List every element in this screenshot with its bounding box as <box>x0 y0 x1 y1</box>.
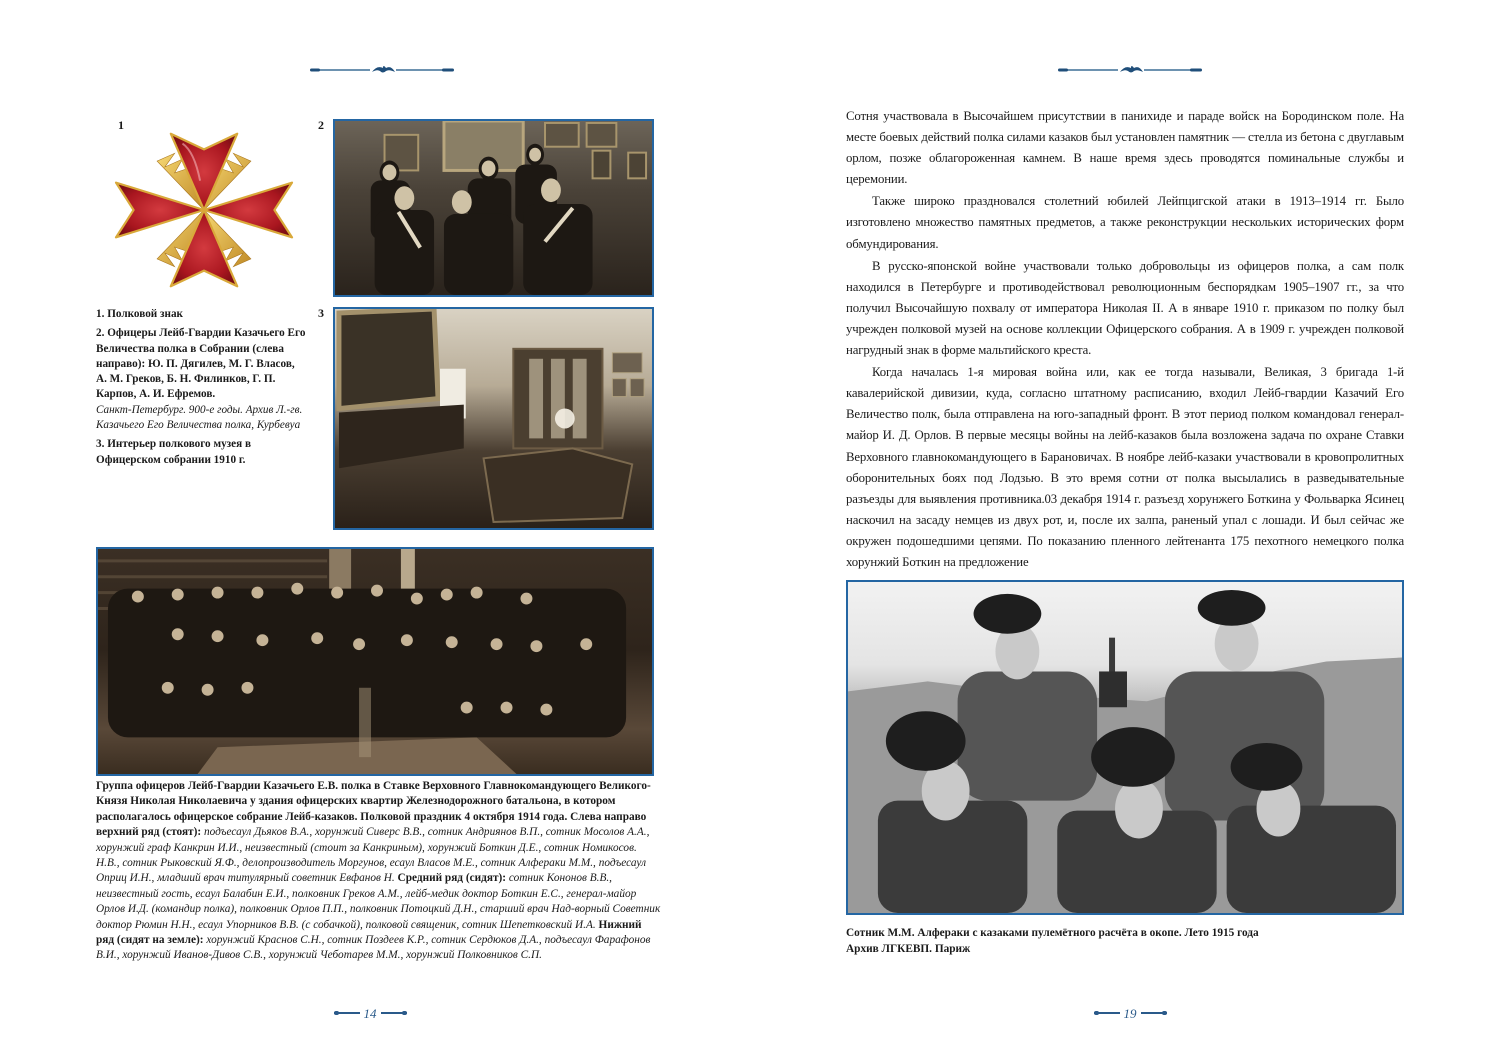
page-number-right <box>1080 1002 1180 1022</box>
machine-gun-crew-photo <box>846 580 1404 915</box>
officers-in-assembly-photo <box>333 119 654 297</box>
paragraph: В русско-японской войне участвовали только добровольцы из офицеров полка, а сам полк находился в Петербурге и противодействовал революционным беспорядкам 1905–1907 гг., за что получил Высочайшую похвалу от императора Николая II. А в январе 1910 г. приказом по полку был учрежден полковой музей на основе коллекции Офицерского собрания. А в 1909 г. учрежден полковой нагрудный знак в форме мальтийского креста. <box>846 258 1404 358</box>
paragraph: Также широко праздновался столетний юбилей Лейпцигской атаки в 1913–1914 гг. Было изготовлено множество памятных предметов, а также реконструкции нескольких исторических форм обмундирования. <box>846 194 1404 251</box>
group-photo-caption <box>96 779 662 964</box>
regimental-museum-interior-photo <box>333 307 654 530</box>
figure-number-1: 1 <box>118 118 124 132</box>
officers-group-photo-1914 <box>96 547 654 776</box>
figure-captions <box>96 307 308 472</box>
header-ornament <box>1050 64 1226 76</box>
paragraph: Сотня участвовала в Высочайшем присутствии в панихиде и параде войск на Бородинском поле. На месте боевых действий полка силами казаков был установлен памятник — стелла из бетона с двуглавым орлом, позже облагороженная камнем. В наше время здесь проводятся поминальные службы и церемонии. <box>846 109 1404 187</box>
right-page <box>750 0 1500 1061</box>
group-caption-middle-row: сотник Кононов В.В., неизвестный гость, есаул Балабин Е.И., полковник Греков А.М., лейб-медик доктор Боткин Е.С., генерал-майор Орлов И.Д. (командир полка), полковник Орлов П.П., полковник Потоцкий Д.Н., старший врач Над-ворный Советник доктор Рюмин Н.Н., есаул Упорников В.В. (с собачкой), полковой священик, сотник Шепетковский И.А. <box>96 872 661 931</box>
figure-number-2: 2 <box>318 118 324 132</box>
group-caption-bottom-label: Нижний ряд (сидят на земле): <box>96 918 642 947</box>
group-caption-bottom-row: хорунжий Краснов С.Н., сотник Поздеев К.Р., сотник Сердюков Д.А., подъесаул Фарафонов В.И., хорунжий Иванов-Дивов С.В., хорунжий Чеботарев М.М., хорунжий Полковников С.П. <box>96 934 651 962</box>
photo-caption-title: Сотник М.М. Алфераки с казаками пулемётного расчёта в окопе. Лето 1915 года <box>846 927 1259 939</box>
folio-dash-icon <box>1141 1012 1167 1014</box>
body-text <box>846 106 1404 572</box>
group-caption-top-row: подъесаул Дьяков В.А., хорунжий Сиверс В.В., сотник Андриянов В.П., сотник Мосолов А.А., хорунжий граф Канкрин И.И., неизвестный (стоит за Канкриным), хорунжий Боткин Д.Е., сотник Номикосов. Н.В., сотник Рыковский Я.Ф., делопроизводитель Моргунов, есаул Власов М.Е., сотник Алфераки М.М., подъесаул Оприц И.Н., младший врач титулярный советник Евфанов Н. <box>96 826 650 885</box>
page-number-left <box>320 1002 420 1022</box>
paragraph: Когда началась 1-я мировая война или, как ее тогда называли, Великая, 3 бригада 1-й кавалерийской дивизии, куда, согласно штатному расписанию, входил Лейб-гвардии Казачий Его Величество полк, была отправлена на юго-западный фронт. В этот период полком командовал генерал-майор И. Д. Орлов. В первые месяцы войны на лейб-казаков была возложена задача по охране Ставки Верховного главнокомандующего в Барановичах. В ноябре лейб-казаки участвовали в кровопролитных оборонительных боях под Лодзью. В это время сотни от полка высылались в разведывательные разъезды для выявления противника.03 декабря 1914 г. разъезд хорунжего Боткина у Фольварка Ясинец наскочил на засаду немцев из двух рот, и, после их залпа, раненый упал с лошади. И был сейчас же окружен подошедшими цепями. По показанию пленного лейтенанта 175 пехотного немецкого полка хорунжий Боткин на предложение <box>846 365 1404 569</box>
photo-caption-source: Архив ЛГКЕВП. Париж <box>846 943 971 955</box>
group-caption-middle-label: Средний ряд (сидят): <box>394 872 507 885</box>
caption-item-3: 3. Интерьер полкового музея в Офицерском собрании 1910 г. <box>96 438 252 466</box>
folio-dash-icon <box>334 1012 360 1014</box>
folio-dash-icon <box>1094 1012 1120 1014</box>
folio-dash-icon <box>381 1012 407 1014</box>
figure-number-3: 3 <box>318 306 324 320</box>
page-number-value: 19 <box>1123 1006 1137 1021</box>
page-number-value: 14 <box>363 1006 377 1021</box>
photo-caption <box>846 925 1406 957</box>
header-ornament <box>302 64 478 76</box>
caption-item-2-title: 2. Офицеры Лейб-Гвардии Казачьего Его Величества полка в Собрании (слева направо): Ю. П. Дягилев, М. Г. Власов, А. М. Греков, Б. Н. Филинков, Г. П. Карпов, А. И. Ефремов. <box>96 327 306 401</box>
regimental-badge-image <box>106 122 302 298</box>
group-caption-intro: Группа офицеров Лейб-Гвардии Казачьего Е.В. полка в Ставке Верховного Главнокомандующего Великого-Князя Николая Николаевича у здания офицерских квартир Железнодорожного батальона, в котором располагалось офицерское собрание Лейб-казаков. Полковой праздник 4 октября 1914 года. Слева направо верхний ряд (стоят): <box>96 780 651 839</box>
caption-item-1: 1. Полковой знак <box>96 308 184 320</box>
caption-item-2-source: Санкт-Петербург. 900-е годы. Архив Л.-гв. Казачьего Его Величества полка, Курбевуа <box>96 403 303 432</box>
